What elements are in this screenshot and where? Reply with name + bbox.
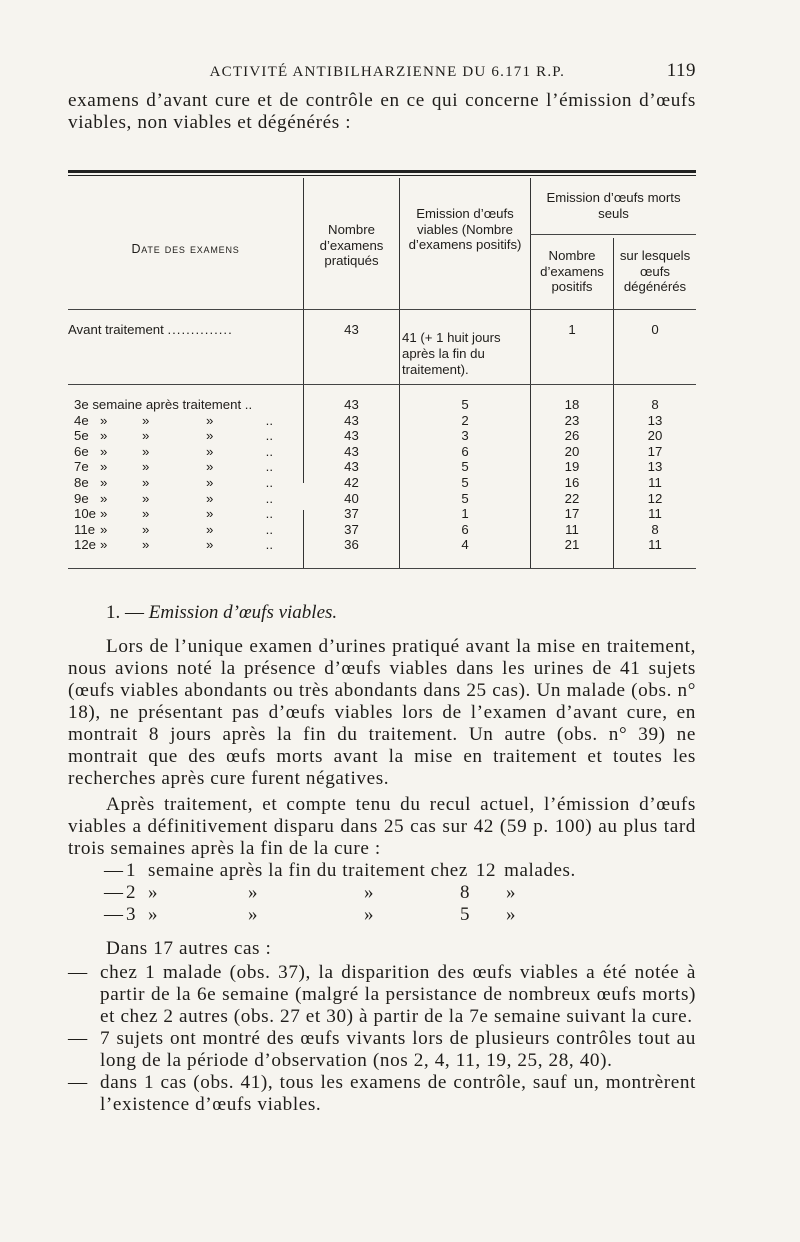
row-dots: .. xyxy=(262,412,273,428)
cell-degeneres: 8 xyxy=(651,521,659,537)
page-number: 119 xyxy=(666,60,696,81)
ditto-mark: » xyxy=(142,521,150,537)
dash-line-part: 3 xyxy=(126,904,137,925)
dash-line-part: » xyxy=(148,904,159,925)
cell-viables: 5 xyxy=(461,475,469,490)
dash-line-part: » xyxy=(506,904,517,925)
row-label-text: 9e xyxy=(74,490,89,506)
dash-line-part: malades. xyxy=(504,860,576,881)
row-label-text: 7e xyxy=(74,459,89,475)
row-label-text: 10e xyxy=(74,506,97,522)
dash-line xyxy=(68,860,696,882)
list-item xyxy=(68,1028,696,1072)
dash-line-part: » xyxy=(148,882,159,903)
page xyxy=(68,60,696,1116)
ditto-mark: » xyxy=(100,412,108,428)
row-label-text: 11e xyxy=(74,521,96,537)
cell-avant-viables: 41 (+ 1 huit jours après la fin du traitement). xyxy=(402,330,501,377)
paragraph-1: Lors de l’unique examen d’urines pratiqué avant la mise en traitement, nous avions noté la présence d’œufs viables dans les urines de 41 sujets (œufs viables abondants ou très abondants dans 25 cas). Un malade (obs. n° 18), ne présentant pas d’œufs viables lors de l’examen d’avant cure, en montrait 8 jours après la fin du traitement. Un autre (obs. n° 39) ne montrait que des œufs morts avant la mise en traitement et toutes les recherches après cure furent négatives. xyxy=(68,636,696,789)
dash-line-part: — xyxy=(104,882,124,903)
list-dash: — xyxy=(68,962,88,983)
row-label xyxy=(74,475,309,490)
row-label xyxy=(74,428,309,443)
ditto-mark: » xyxy=(206,428,214,444)
paragraph-2: Après traitement, et compte tenu du recul actuel, l’émission d’œufs viables a définitivement disparu dans 25 cas sur 42 (59 p. 100) au plus tard trois semaines après la fin de la cure : xyxy=(68,794,696,859)
ditto-mark: » xyxy=(100,443,108,459)
cell-viables: 3 xyxy=(461,428,469,444)
col-group-morts: Emission d’œufs morts seuls xyxy=(546,190,681,221)
table-top-rule-thin xyxy=(68,175,696,176)
ditto-mark: » xyxy=(100,537,108,553)
ditto-mark: » xyxy=(100,475,108,490)
list-item-text: dans 1 cas (obs. 41), tous les examens de contrôle, sauf un, montrèrent l’existence d’œufs viables. xyxy=(100,1072,696,1115)
cell-viables: 5 xyxy=(461,490,469,506)
list-item-text: chez 1 malade (obs. 37), la disparition des œufs viables a été notée à partir de la 6e semaine (malgré la persistance de nombreux œufs morts) et chez 2 autres (obs. 27 et 30) à partir de la 7e semaine suivant la cure. xyxy=(100,962,696,1027)
dash-lines xyxy=(68,860,696,926)
section-heading: 1. — Emission d’œufs viables. xyxy=(106,602,338,623)
table-bottom-rule xyxy=(68,568,696,569)
running-title: ACTIVITÉ ANTIBILHARZIENNE DU 6.171 R.P. xyxy=(209,64,566,80)
cell-degeneres: 8 xyxy=(651,397,659,412)
group-rule xyxy=(530,234,696,235)
ditto-mark: » xyxy=(206,537,214,553)
col-header-viables: Emission d’œufs viables (Nombre d’examens positifs) xyxy=(408,206,522,252)
ditto-mark: » xyxy=(100,506,108,522)
dash-line-part: 2 xyxy=(126,882,137,903)
ditto-mark: » xyxy=(206,412,214,428)
ditto-mark: » xyxy=(206,475,214,490)
cell-positifs: 16 xyxy=(564,475,580,490)
cell-positifs: 22 xyxy=(564,490,580,506)
ditto-mark: » xyxy=(206,490,214,506)
dash-line-part: 1 xyxy=(126,860,137,881)
table-top-rule xyxy=(68,170,696,173)
ditto-mark: » xyxy=(142,412,150,428)
cell-nombre: 43 xyxy=(344,459,359,475)
row-dots: .. xyxy=(262,443,273,459)
row-dots: .. xyxy=(262,428,273,444)
row-label xyxy=(74,491,309,506)
row-label xyxy=(74,506,309,521)
col-header-positifs: Nombre d’examens positifs xyxy=(540,248,604,294)
cell-positifs: 11 xyxy=(565,521,579,537)
cell-nombre: 43 xyxy=(344,428,359,444)
ditto-mark: » xyxy=(142,537,150,553)
cell-degeneres: 11 xyxy=(648,537,662,553)
row-label xyxy=(74,413,309,428)
cell-nombre: 36 xyxy=(344,537,359,553)
cell-positifs: 23 xyxy=(564,412,580,428)
list-dash: — xyxy=(68,1028,88,1049)
list-item-text: 7 sujets ont montré des œufs vivants lors de plusieurs contrôles tout au long de la période d’observation (nos 2, 4, 11, 19, 25, 28, 40). xyxy=(100,1028,696,1071)
cell-viables: 4 xyxy=(461,537,469,553)
dash-line-part: — xyxy=(104,860,124,881)
cell-positifs: 20 xyxy=(564,443,580,459)
dash-line-part: » xyxy=(248,904,259,925)
ditto-mark: » xyxy=(100,459,108,475)
cell-degeneres: 11 xyxy=(648,475,662,490)
col-header-nombre: Nombre d’examens pratiqués xyxy=(319,222,384,268)
row-dots: .. xyxy=(262,537,273,553)
ditto-mark: » xyxy=(142,490,150,506)
cell-avant-positifs: 1 xyxy=(568,322,576,337)
row-label-text: 12e xyxy=(74,537,97,553)
dash-line xyxy=(68,904,696,926)
ditto-mark: » xyxy=(100,521,108,537)
cell-nombre: 43 xyxy=(344,397,359,412)
results-table xyxy=(68,170,696,568)
dash-line-part: 5 xyxy=(460,904,471,925)
ditto-mark: » xyxy=(206,459,214,475)
ditto-mark: » xyxy=(100,490,108,506)
row-dots: .. xyxy=(262,506,273,522)
cell-degeneres: 17 xyxy=(647,443,663,459)
ditto-mark: » xyxy=(142,428,150,444)
list-item xyxy=(68,962,696,1028)
dash-line-part: » xyxy=(506,882,517,903)
row-dots: .. xyxy=(262,459,273,475)
ditto-mark: » xyxy=(206,521,214,537)
cell-nombre: 40 xyxy=(344,490,359,506)
row-label-text: 5e xyxy=(74,428,89,444)
intro-text: examens d’avant cure et de contrôle en ce qui concerne l’émission d’œufs viables, non viables et dégénérés : xyxy=(68,90,696,133)
row-label-text: 3e semaine après traitement xyxy=(74,397,242,412)
list-dash: — xyxy=(68,1072,88,1093)
cell-viables: 1 xyxy=(461,506,469,522)
row-label-text: 6e xyxy=(74,443,89,459)
row-label xyxy=(74,537,309,552)
dash-line xyxy=(68,882,696,904)
paragraph-3: Dans 17 autres cas : xyxy=(106,938,272,959)
row-label xyxy=(74,459,309,474)
cell-positifs: 18 xyxy=(564,397,580,412)
row-label-text: 4e xyxy=(74,412,89,428)
header-bottom-rule xyxy=(68,309,696,310)
ditto-mark: » xyxy=(142,475,150,490)
cell-avant-nombre: 43 xyxy=(344,322,359,337)
cell-positifs: 26 xyxy=(564,428,580,444)
ditto-mark: » xyxy=(142,443,150,459)
row-label xyxy=(74,444,309,459)
dash-line-part: 12 xyxy=(475,860,497,881)
row-dots: .. xyxy=(262,490,273,506)
findings-list xyxy=(68,962,696,1116)
col-header-date: Date des examens xyxy=(131,242,240,256)
avant-bottom-rule xyxy=(68,384,696,385)
cell-viables: 5 xyxy=(461,459,469,475)
row-label-avant: Avant traitement .............. xyxy=(68,322,233,337)
cell-nombre: 43 xyxy=(344,443,359,459)
cell-degeneres: 20 xyxy=(647,428,663,444)
row-dots: .. xyxy=(262,521,273,537)
dash-line-part: semaine après la fin du traitement chez xyxy=(148,860,468,881)
cell-positifs: 17 xyxy=(564,506,580,522)
col-header-degeneres: sur lesquels œufs dégénérés xyxy=(619,248,691,294)
cell-degeneres: 13 xyxy=(647,459,663,475)
list-item xyxy=(68,1072,696,1116)
ditto-mark: » xyxy=(100,428,108,444)
row-label-text: 8e xyxy=(74,475,89,490)
cell-viables: 5 xyxy=(461,397,469,412)
dash-line-part: — xyxy=(104,904,124,925)
ditto-mark: » xyxy=(142,459,150,475)
row-dots: .. xyxy=(262,475,273,490)
cell-nombre: 37 xyxy=(344,521,359,537)
row-dots: .. xyxy=(241,397,253,412)
cell-avant-degeneres: 0 xyxy=(651,322,659,337)
ditto-mark: » xyxy=(206,443,214,459)
cell-nombre: 42 xyxy=(344,475,359,490)
dash-line-part: » xyxy=(364,904,375,925)
row-label xyxy=(74,397,309,412)
ditto-mark: » xyxy=(206,506,214,522)
dash-line-part: 8 xyxy=(460,882,471,903)
cell-degeneres: 13 xyxy=(647,412,663,428)
row-label xyxy=(74,522,309,537)
ditto-mark: » xyxy=(142,506,150,522)
cell-degeneres: 12 xyxy=(647,490,663,506)
running-header xyxy=(68,60,696,82)
cell-positifs: 19 xyxy=(564,459,580,475)
cell-nombre: 37 xyxy=(344,506,359,522)
dash-line-part: » xyxy=(364,882,375,903)
cell-nombre: 43 xyxy=(344,412,359,428)
dash-line-part: » xyxy=(248,882,259,903)
cell-viables: 2 xyxy=(461,412,469,428)
cell-viables: 6 xyxy=(461,521,469,537)
cell-positifs: 21 xyxy=(564,537,580,553)
cell-viables: 6 xyxy=(461,443,469,459)
cell-degeneres: 11 xyxy=(648,506,662,522)
